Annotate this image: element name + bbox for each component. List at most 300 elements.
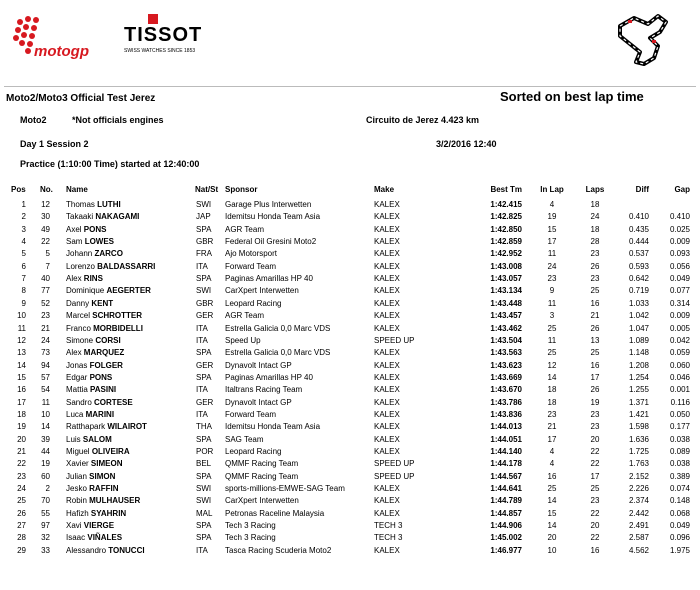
rider-name <box>66 298 113 309</box>
cell-inlap: 11 <box>547 298 557 308</box>
cell-laps: 16 <box>590 360 600 370</box>
cell-sponsor: Ajo Motorsport <box>225 249 278 259</box>
cell-pos: 10 <box>17 311 26 321</box>
cell-gap: 0.077 <box>669 286 690 296</box>
cell-no: 10 <box>41 409 50 419</box>
table-row <box>0 323 700 334</box>
cell-inlap: 4 <box>549 459 555 469</box>
rider-last-name: MULHAUSER <box>89 496 141 506</box>
rider-name <box>66 471 115 482</box>
cell-laps: 23 <box>590 496 600 506</box>
cell-make: KALEX <box>374 224 400 234</box>
cell-no: 57 <box>41 372 50 382</box>
cell-laps: 23 <box>590 422 600 432</box>
cell-make: KALEX <box>374 200 400 209</box>
cell-sponsor: QMMF Racing Team <box>225 459 299 469</box>
cell-no: 23 <box>41 311 50 321</box>
cell-laps: 16 <box>590 545 600 555</box>
cell-inlap: 14 <box>547 496 557 506</box>
rider-last-name: SIMON <box>89 471 116 481</box>
cell-pos: 22 <box>17 459 26 469</box>
rider-last-name: WILAIROT <box>107 422 147 432</box>
cell-gap: 0.042 <box>669 335 690 345</box>
rider-name <box>66 545 145 556</box>
title-bar <box>4 86 696 105</box>
cell-best: 1:43.563 <box>490 348 522 358</box>
cell-pos: 1 <box>21 200 26 209</box>
table-row <box>0 532 700 543</box>
cell-pos: 8 <box>21 286 26 296</box>
cell-gap: 0.148 <box>669 496 690 506</box>
cell-make: KALEX <box>374 397 400 407</box>
rider-name <box>66 483 118 494</box>
rider-last-name: PONS <box>83 224 107 234</box>
col-laps: Laps <box>585 185 605 194</box>
cell-laps: 23 <box>590 249 600 259</box>
table-row <box>0 434 700 445</box>
cell-no: 52 <box>41 298 50 308</box>
rider-last-name: SALOM <box>82 434 112 444</box>
cell-gap: 0.001 <box>669 385 690 395</box>
rider-last-name: RINS <box>83 274 103 284</box>
cell-pos: 3 <box>21 224 26 234</box>
table-row <box>0 545 700 556</box>
table-row <box>0 310 700 321</box>
rider-first-name: Jesko <box>66 484 87 494</box>
rider-last-name: LOWES <box>84 237 115 247</box>
cell-pos: 5 <box>21 249 26 259</box>
rider-last-name: PASINI <box>90 385 117 395</box>
rider-first-name: Jonas <box>66 360 88 370</box>
cell-sponsor: Estrella Galicia 0,0 Marc VDS <box>225 323 331 333</box>
cell-gap: 0.025 <box>669 224 690 234</box>
cell-sponsor: Idemitsu Honda Team Asia <box>225 212 321 222</box>
rider-name <box>66 532 122 543</box>
cell-diff: 1.042 <box>628 311 649 321</box>
cell-gap: 0.389 <box>669 471 690 481</box>
rider-last-name: TONUCCI <box>108 545 145 555</box>
cell-make: KALEX <box>374 360 400 370</box>
cell-nat: GBR <box>196 298 214 308</box>
cell-nat: SPA <box>196 372 212 382</box>
rider-last-name: FOLGER <box>89 360 123 370</box>
cell-best: 1:46.977 <box>490 545 522 555</box>
table-row <box>0 520 700 531</box>
rider-last-name: SCHROTTER <box>92 311 143 321</box>
cell-gap: 0.096 <box>669 533 690 543</box>
rider-name <box>66 261 155 272</box>
cell-no: 33 <box>41 545 50 555</box>
rider-first-name: Xavi <box>66 521 82 531</box>
table-row <box>0 409 700 420</box>
cell-pos: 20 <box>17 434 26 444</box>
cell-nat: MAL <box>196 508 213 518</box>
rider-first-name: Alessandro <box>66 545 107 555</box>
page-title: Moto2/Moto3 Official Test Jerez <box>6 93 156 104</box>
cell-inlap: 11 <box>547 335 557 345</box>
cell-diff: 1.047 <box>628 323 649 333</box>
table-row <box>0 285 700 296</box>
cell-no: 49 <box>41 224 50 234</box>
rider-last-name: RAFFIN <box>89 484 119 494</box>
cell-pos: 17 <box>17 397 26 407</box>
cell-no: 5 <box>45 249 50 259</box>
cell-make: KALEX <box>374 422 400 432</box>
table-row <box>0 248 700 259</box>
tissot-cross-icon <box>148 14 158 24</box>
cell-best: 1:43.008 <box>490 261 522 271</box>
cell-best: 1:44.178 <box>490 459 522 469</box>
cell-pos: 26 <box>17 508 26 518</box>
table-row <box>0 483 700 494</box>
cell-sponsor: Leopard Racing <box>225 298 282 308</box>
cell-best: 1:43.057 <box>490 274 522 284</box>
rider-first-name: Sandro <box>66 397 92 407</box>
cell-diff: 0.444 <box>628 237 649 247</box>
cell-inlap: 19 <box>547 212 557 222</box>
cell-laps: 22 <box>590 459 600 469</box>
cell-no: 22 <box>41 237 50 247</box>
engine-note: *Not officials engines <box>72 115 164 125</box>
cell-diff: 2.491 <box>628 521 649 531</box>
cell-nat: ITA <box>196 335 208 345</box>
cell-sponsor: Garage Plus Interwetten <box>225 200 312 209</box>
cell-gap: 0.410 <box>669 212 690 222</box>
cell-make: KALEX <box>374 298 400 308</box>
cell-diff: 2.587 <box>628 533 649 543</box>
cell-no: 2 <box>45 484 50 494</box>
cell-laps: 25 <box>590 484 600 494</box>
cell-best: 1:43.670 <box>490 385 522 395</box>
cell-no: 55 <box>41 508 50 518</box>
rider-last-name: CORTESE <box>94 397 133 407</box>
col-inlap: In Lap <box>540 185 564 194</box>
rider-name <box>66 360 123 371</box>
cell-gap: 0.074 <box>669 484 690 494</box>
cell-laps: 21 <box>590 311 600 321</box>
cell-gap: 0.116 <box>670 397 690 407</box>
cell-diff: 1.255 <box>628 385 649 395</box>
cell-sponsor: AGR Team <box>225 224 264 234</box>
cell-make: KALEX <box>374 311 400 321</box>
cell-inlap: 4 <box>549 200 555 209</box>
cell-laps: 26 <box>590 323 600 333</box>
table-row <box>0 372 700 383</box>
cell-laps: 26 <box>590 261 600 271</box>
cell-make: KALEX <box>374 348 400 358</box>
cell-no: 14 <box>41 422 50 432</box>
rider-last-name: VIERGE <box>83 521 115 531</box>
cell-laps: 17 <box>590 372 600 382</box>
circuit-map-icon <box>600 6 690 74</box>
cell-laps: 16 <box>590 298 600 308</box>
cell-gap: 0.314 <box>669 298 690 308</box>
rider-last-name: PONS <box>89 372 113 382</box>
cell-nat: SPA <box>196 434 212 444</box>
rider-first-name: Robin <box>66 496 87 506</box>
cell-laps: 20 <box>590 521 600 531</box>
cell-make: KALEX <box>374 545 400 555</box>
cell-diff: 1.089 <box>628 335 649 345</box>
cell-gap: 0.056 <box>669 261 690 271</box>
rider-name <box>66 434 112 445</box>
cell-no: 73 <box>41 348 50 358</box>
cell-laps: 24 <box>590 212 600 222</box>
rider-last-name: LUTHI <box>97 200 121 209</box>
cell-make: KALEX <box>374 249 400 259</box>
cell-pos: 14 <box>17 360 26 370</box>
cell-no: 30 <box>41 212 50 222</box>
cell-no: 19 <box>41 459 50 469</box>
table-row <box>0 347 700 358</box>
cell-inlap: 14 <box>547 521 557 531</box>
cell-sponsor: CarXpert Interwetten <box>225 286 299 296</box>
table-row <box>0 384 700 395</box>
cell-sponsor: AGR Team <box>225 311 264 321</box>
rider-first-name: Luca <box>66 409 84 419</box>
cell-make: KALEX <box>374 434 400 444</box>
rider-first-name: Danny <box>66 298 90 308</box>
cell-make: KALEX <box>374 508 400 518</box>
cell-inlap: 15 <box>547 508 557 518</box>
cell-sponsor: Speed Up <box>225 335 261 345</box>
cell-best: 1:43.836 <box>490 409 522 419</box>
cell-best: 1:44.013 <box>490 422 522 432</box>
cell-no: 94 <box>41 360 50 370</box>
cell-sponsor: Leopard Racing <box>225 447 282 456</box>
cell-pos: 18 <box>17 409 26 419</box>
cell-nat: SWI <box>196 286 212 296</box>
cell-inlap: 25 <box>547 323 557 333</box>
cell-inlap: 18 <box>547 385 557 395</box>
rider-first-name: Julian <box>66 471 87 481</box>
rider-first-name: Luis <box>66 434 81 444</box>
cell-pos: 15 <box>17 372 26 382</box>
cell-make: SPEED UP <box>374 459 415 469</box>
cell-sponsor: Forward Team <box>225 409 276 419</box>
cell-sponsor: Petronas Raceline Malaysia <box>225 508 325 518</box>
cell-sponsor: Federal Oil Gresini Moto2 <box>225 237 317 247</box>
cell-sponsor: QMMF Racing Team <box>225 471 299 481</box>
cell-diff: 0.410 <box>628 212 649 222</box>
cell-no: 24 <box>41 335 50 345</box>
cell-best: 1:42.952 <box>490 249 522 259</box>
cell-inlap: 11 <box>547 249 557 259</box>
rider-name <box>66 199 121 210</box>
cell-sponsor: Dynavolt Intact GP <box>225 360 292 370</box>
cell-inlap: 9 <box>549 286 555 296</box>
cell-laps: 20 <box>590 434 600 444</box>
practice-label: Practice (1:10:00 Time) started at 12:40:00 <box>20 159 200 169</box>
rider-name <box>66 310 142 321</box>
rider-last-name: SYAHRIN <box>90 508 127 518</box>
rider-last-name: VIÑALES <box>87 533 123 543</box>
cell-diff: 0.719 <box>628 286 649 296</box>
cell-inlap: 20 <box>547 533 557 543</box>
table-row <box>0 421 700 432</box>
rider-first-name: Alex <box>66 274 82 284</box>
cell-diff: 1.421 <box>628 409 649 419</box>
circuit-label: Circuito de Jerez 4.423 km <box>366 115 480 125</box>
cell-no: 77 <box>41 286 50 296</box>
cell-best: 1:44.789 <box>490 496 522 506</box>
cell-gap: 0.009 <box>669 237 690 247</box>
cell-diff: 1.208 <box>628 360 649 370</box>
rider-name <box>66 347 124 358</box>
cell-inlap: 24 <box>547 261 557 271</box>
session-label: Day 1 Session 2 <box>20 139 89 149</box>
cell-inlap: 17 <box>547 237 557 247</box>
motogp-logo <box>8 12 118 64</box>
cell-nat: SPA <box>196 224 212 234</box>
cell-best: 1:43.462 <box>490 323 522 333</box>
cell-nat: SWI <box>196 484 212 494</box>
cell-inlap: 10 <box>547 545 557 555</box>
rider-last-name: SIMEON <box>90 459 123 469</box>
cell-gap: 0.049 <box>669 521 690 531</box>
cell-pos: 16 <box>17 385 26 395</box>
cell-inlap: 3 <box>549 311 555 321</box>
cell-sponsor: sports-millions-EMWE-SAG Team <box>225 484 345 494</box>
date-label: 3/2/2016 12:40 <box>436 139 497 149</box>
rider-last-name: MORBIDELLI <box>93 323 143 333</box>
cell-pos: 24 <box>17 484 26 494</box>
rider-first-name: Alex <box>66 348 82 358</box>
rider-last-name: MARINI <box>85 409 115 419</box>
rider-first-name: Hafizh <box>66 508 89 518</box>
cell-pos: 19 <box>17 422 26 432</box>
cell-sponsor: Forward Team <box>225 261 276 271</box>
cell-inlap: 17 <box>547 434 557 444</box>
cell-inlap: 23 <box>547 274 557 284</box>
table-row <box>0 224 700 235</box>
rider-first-name: Axel <box>66 224 82 234</box>
cell-nat: SWI <box>196 496 212 506</box>
cell-nat: GBR <box>196 237 214 247</box>
cell-best: 1:44.641 <box>490 484 522 494</box>
cell-diff: 1.725 <box>628 447 649 456</box>
cell-best: 1:43.623 <box>490 360 522 370</box>
cell-pos: 2 <box>21 212 26 222</box>
cell-nat: ITA <box>196 261 208 271</box>
table-row <box>0 508 700 519</box>
rider-name <box>66 273 103 284</box>
cell-inlap: 14 <box>547 372 557 382</box>
cell-inlap: 15 <box>547 224 557 234</box>
cell-best: 1:45.002 <box>490 533 522 543</box>
rider-name <box>66 384 116 395</box>
cell-make: KALEX <box>374 274 400 284</box>
cell-pos: 4 <box>21 237 26 247</box>
rider-name <box>66 446 130 457</box>
cell-laps: 23 <box>590 409 600 419</box>
cell-inlap: 18 <box>547 397 557 407</box>
cell-pos: 23 <box>17 471 26 481</box>
cell-gap: 0.059 <box>669 348 690 358</box>
col-pos: Pos <box>11 185 26 194</box>
rider-name <box>66 508 126 519</box>
col-name: Name <box>66 185 88 194</box>
cell-make: KALEX <box>374 409 400 419</box>
cell-no: 11 <box>41 397 50 407</box>
cell-sponsor: CarXpert Interwetten <box>225 496 299 506</box>
page-header <box>0 0 700 80</box>
rider-last-name: AEGERTER <box>106 286 151 296</box>
cell-gap: 1.975 <box>669 545 690 555</box>
rider-name <box>66 495 140 506</box>
cell-no: 7 <box>45 261 50 271</box>
cell-make: TECH 3 <box>374 533 403 543</box>
cell-diff: 0.537 <box>628 249 649 259</box>
col-make: Make <box>374 185 395 194</box>
cell-sponsor: Estrella Galicia 0,0 Marc VDS <box>225 348 331 358</box>
cell-best: 1:44.567 <box>490 471 522 481</box>
cell-gap: 0.046 <box>669 372 690 382</box>
cell-inlap: 12 <box>547 360 557 370</box>
tissot-logo <box>120 16 203 56</box>
cell-laps: 13 <box>590 335 600 345</box>
cell-sponsor: Paginas Amarillas HP 40 <box>225 372 313 382</box>
rider-name <box>66 397 133 408</box>
cell-pos: 25 <box>17 496 26 506</box>
cell-inlap: 25 <box>547 348 557 358</box>
rider-name <box>66 248 123 259</box>
cell-make: SPEED UP <box>374 471 415 481</box>
col-nat: Nat/St <box>195 185 219 194</box>
tissot-brand: TISSOT <box>124 24 203 46</box>
cell-make: TECH 3 <box>374 521 403 531</box>
cell-nat: SPA <box>196 471 212 481</box>
cell-laps: 18 <box>590 200 600 209</box>
cell-diff: 0.593 <box>628 261 649 271</box>
rider-first-name: Thomas <box>66 200 95 209</box>
cell-no: 40 <box>41 274 50 284</box>
rider-first-name: Mattia <box>66 385 88 395</box>
table-row <box>0 360 700 371</box>
rider-last-name: CORSI <box>95 335 121 345</box>
col-diff: Diff <box>635 185 649 194</box>
cell-diff: 1.763 <box>628 459 649 469</box>
cell-sponsor: Paginas Amarillas HP 40 <box>225 274 313 284</box>
rider-first-name: Ratthapark <box>66 422 106 432</box>
rider-first-name: Edgar <box>66 372 88 382</box>
motogp-wordmark: motogp <box>34 43 89 60</box>
rider-name <box>66 458 122 469</box>
cell-sponsor: Dynavolt Intact GP <box>225 397 292 407</box>
cell-best: 1:42.859 <box>490 237 522 247</box>
cell-nat: SPA <box>196 348 212 358</box>
cell-make: KALEX <box>374 385 400 395</box>
cell-no: 54 <box>41 385 50 395</box>
rider-first-name: Takaaki <box>66 212 94 222</box>
cell-gap: 0.049 <box>669 274 690 284</box>
cell-pos: 21 <box>17 447 26 456</box>
rider-first-name: Lorenzo <box>66 261 95 271</box>
col-sponsor: Sponsor <box>225 185 258 194</box>
rider-name <box>66 224 106 235</box>
cell-laps: 22 <box>590 447 600 456</box>
cell-best: 1:43.504 <box>490 335 522 345</box>
rider-name <box>66 421 147 432</box>
cell-make: KALEX <box>374 286 400 296</box>
cell-best: 1:42.825 <box>490 212 522 222</box>
rider-first-name: Sam <box>66 237 83 247</box>
cell-nat: ITA <box>196 385 208 395</box>
cell-sponsor: SAG Team <box>225 434 264 444</box>
cell-no: 97 <box>41 521 50 531</box>
cell-gap: 0.093 <box>669 249 690 259</box>
rider-name <box>66 323 143 334</box>
